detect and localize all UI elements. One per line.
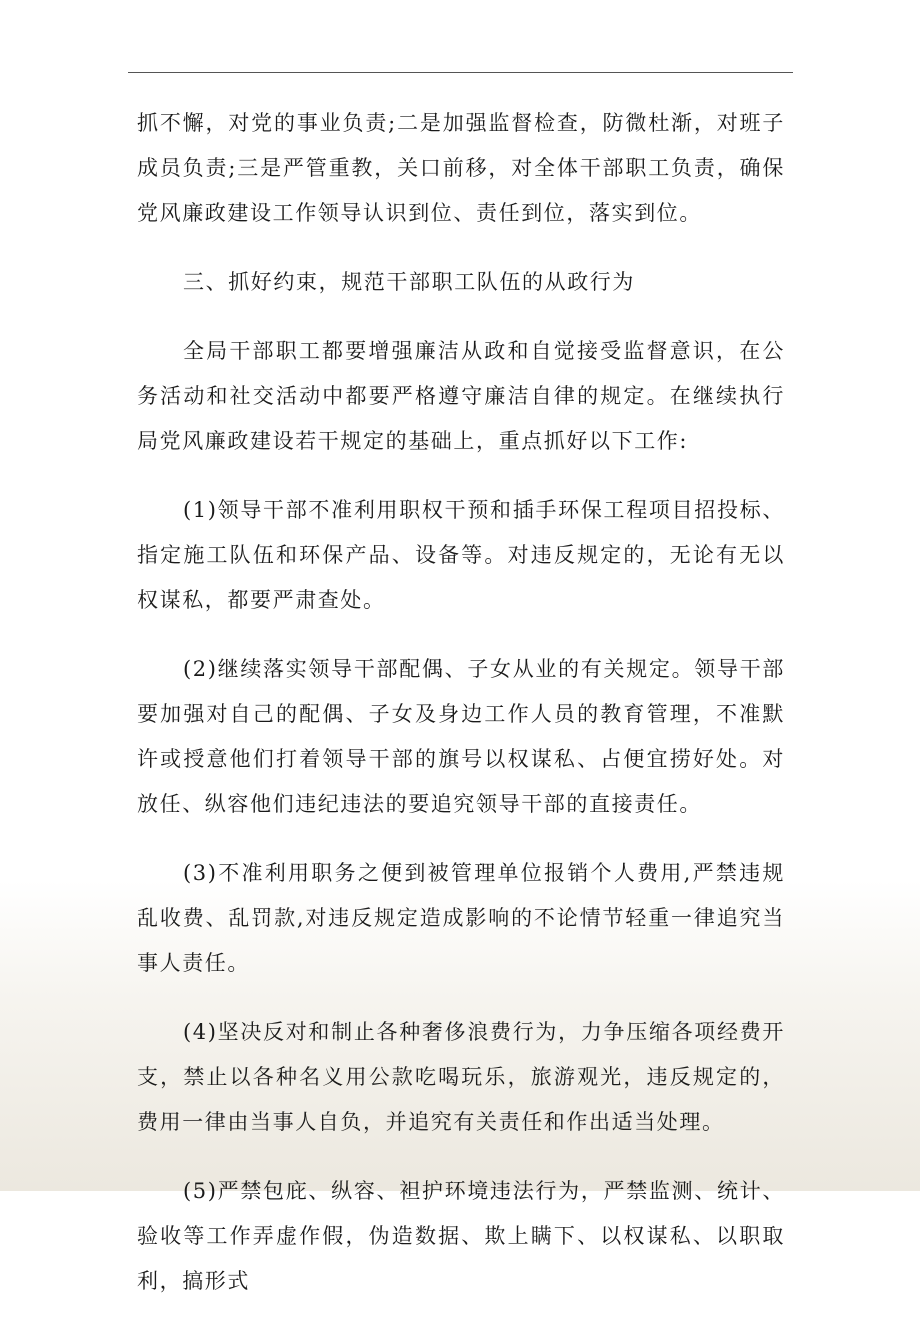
paragraph-item-3: (3)不准利用职务之便到被管理单位报销个人费用,严禁违规乱收费、乱罚款,对违反规定造成影响的不论情节轻重一律追究当事人责任。 — [137, 861, 785, 975]
document-body — [137, 101, 785, 1328]
paragraph-item-5: (5)严禁包庇、纵容、袒护环境违法行为，严禁监测、统计、验收等工作弄虚作假，伪造数据、欺上瞒下、以权谋私、以职取利，搞形式 — [137, 1179, 785, 1293]
paragraph-item-2: (2)继续落实领导干部配偶、子女从业的有关规定。领导干部要加强对自己的配偶、子女及身边工作人员的教育管理，不准默许或授意他们打着领导干部的旗号以权谋私、占便宜捞好处。对放任、纵容他们违纪违法的要追究领导干部的直接责任。 — [137, 657, 785, 816]
paragraph-item-4: (4)坚决反对和制止各种奢侈浪费行为，力争压缩各项经费开支，禁止以各种名义用公款吃喝玩乐，旅游观光，违反规定的，费用一律由当事人自负，并追究有关责任和作出适当处理。 — [137, 1020, 785, 1134]
section-heading: 三、抓好约束，规范干部职工队伍的从政行为 — [183, 270, 635, 294]
header-rule — [128, 72, 793, 73]
paragraph-item-1: (1)领导干部不准利用职权干预和插手环保工程项目招投标、指定施工队伍和环保产品、设备等。对违反规定的，无论有无以权谋私，都要严肃查处。 — [137, 498, 785, 612]
paragraph-continuation: 抓不懈，对党的事业负责;二是加强监督检查，防微杜渐，对班子成员负责;三是严管重教，关口前移，对全体干部职工负责，确保党风廉政建设工作领导认识到位、责任到位，落实到位。 — [137, 111, 785, 225]
paragraph-intro: 全局干部职工都要增强廉洁从政和自觉接受监督意识，在公务活动和社交活动中都要严格遵守廉洁自律的规定。在继续执行局党风廉政建设若干规定的基础上，重点抓好以下工作: — [137, 339, 785, 453]
